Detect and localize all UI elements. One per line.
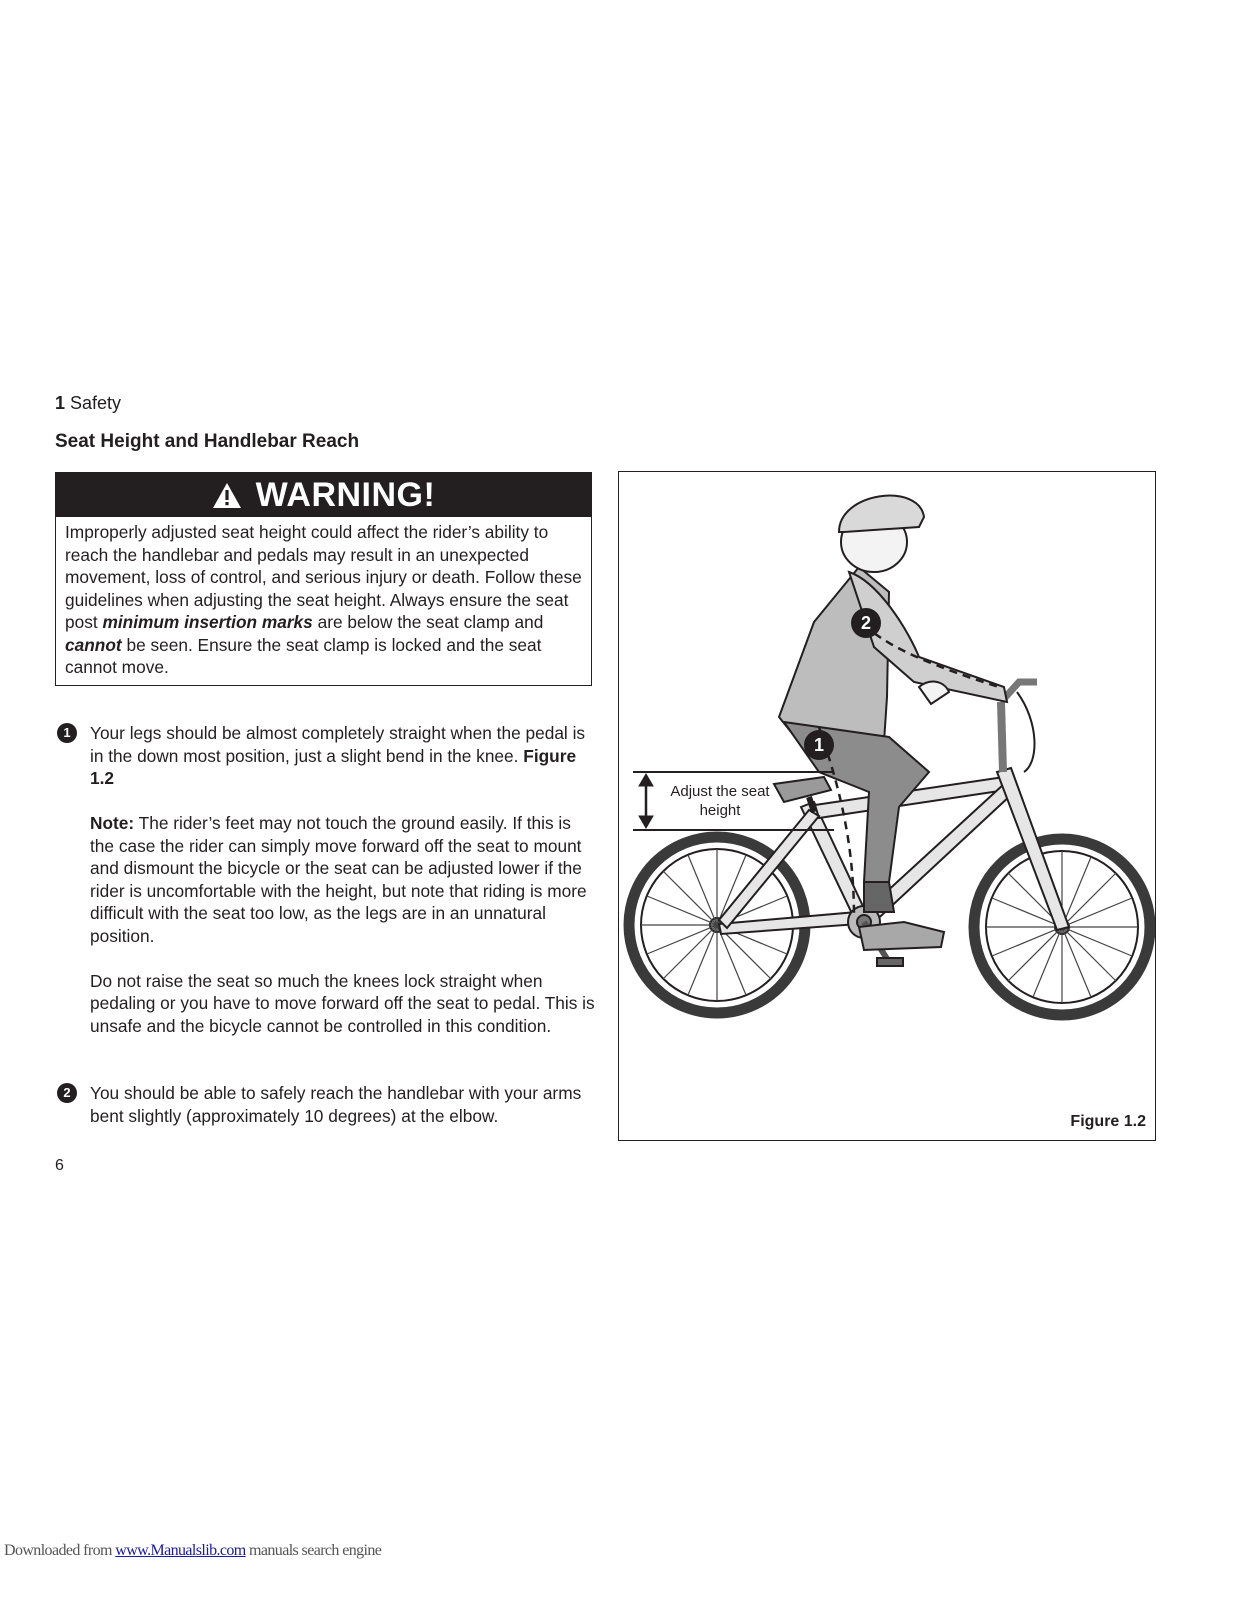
item-1-note (90, 812, 597, 947)
warning-box (55, 472, 592, 686)
section-title: Seat Height and Handlebar Reach (55, 431, 360, 452)
chapter-label (55, 391, 121, 415)
figure-reference: Figure 1.2 (90, 745, 577, 788)
footer-prefix: Downloaded from (4, 1542, 116, 1559)
warning-text-part: be seen. Ensure the seat clamp is locked and the seat cannot move. (65, 634, 542, 677)
manualslib-link[interactable]: www.Manualslib.com (115, 1542, 246, 1559)
footer-suffix: manuals search engine (245, 1542, 382, 1559)
item-number-badge: 2 (57, 1083, 77, 1103)
note-label: Note: (90, 813, 135, 833)
chapter-title: Safety (70, 393, 122, 413)
item-1-extra: Do not raise the seat so much the knees lock straight when pedaling or you have to move forward off the seat to pedal. This is unsafe and the bicycle cannot be controlled in this condition. (90, 970, 595, 1036)
adjust-seat-height-label: Adjust the seat height (670, 783, 770, 819)
warning-emphasis-insertion-marks: minimum insertion marks (102, 612, 313, 632)
note-text: The rider’s feet may not touch the ground easily. If this is the case the rider can simply move forward off the seat to mount and dismount the bicycle or the seat can be adjusted lower if the rider is uncomfortable with the height, but note that riding is more difficult with the seat too low, as the legs are in an unnatural position. (90, 813, 587, 946)
instruction-item-2 (57, 1082, 597, 1127)
item-1-text (90, 722, 597, 790)
warning-text-part: Improperly adjusted seat height could affect the rider’s ability to reach the handlebar and pedals may result in an unexpected movement, loss of control, and serious injury or death. Follow these guidelines when adjusting the seat height. Always ensure the seat post (65, 522, 582, 632)
marker-1-label: 1 (813, 735, 824, 755)
warning-header (56, 473, 591, 517)
marker-2-label: 2 (860, 613, 871, 633)
figure-caption: Figure 1.2 (1070, 1113, 1146, 1130)
warning-text-part: are below the seat clamp and (312, 612, 544, 632)
warning-emphasis-cannot: cannot (65, 634, 122, 655)
item-number-badge: 1 (57, 723, 77, 743)
chapter-number: 1 (55, 393, 66, 413)
item-1-body: Your legs should be almost completely straight when the pedal is in the down most position, just a slight bend in the knee. (90, 723, 586, 766)
rider (779, 496, 1007, 950)
warning-text (56, 517, 591, 679)
warning-triangle-icon (212, 482, 242, 509)
warning-title: WARNING! (255, 475, 436, 514)
footer (4, 1542, 381, 1560)
item-2-text: You should be able to safely reach the handlebar with your arms bent slightly (approximately 10 degrees) at the elbow. (90, 1083, 582, 1126)
page-number: 6 (55, 1157, 64, 1174)
instruction-item-1 (57, 722, 597, 1037)
